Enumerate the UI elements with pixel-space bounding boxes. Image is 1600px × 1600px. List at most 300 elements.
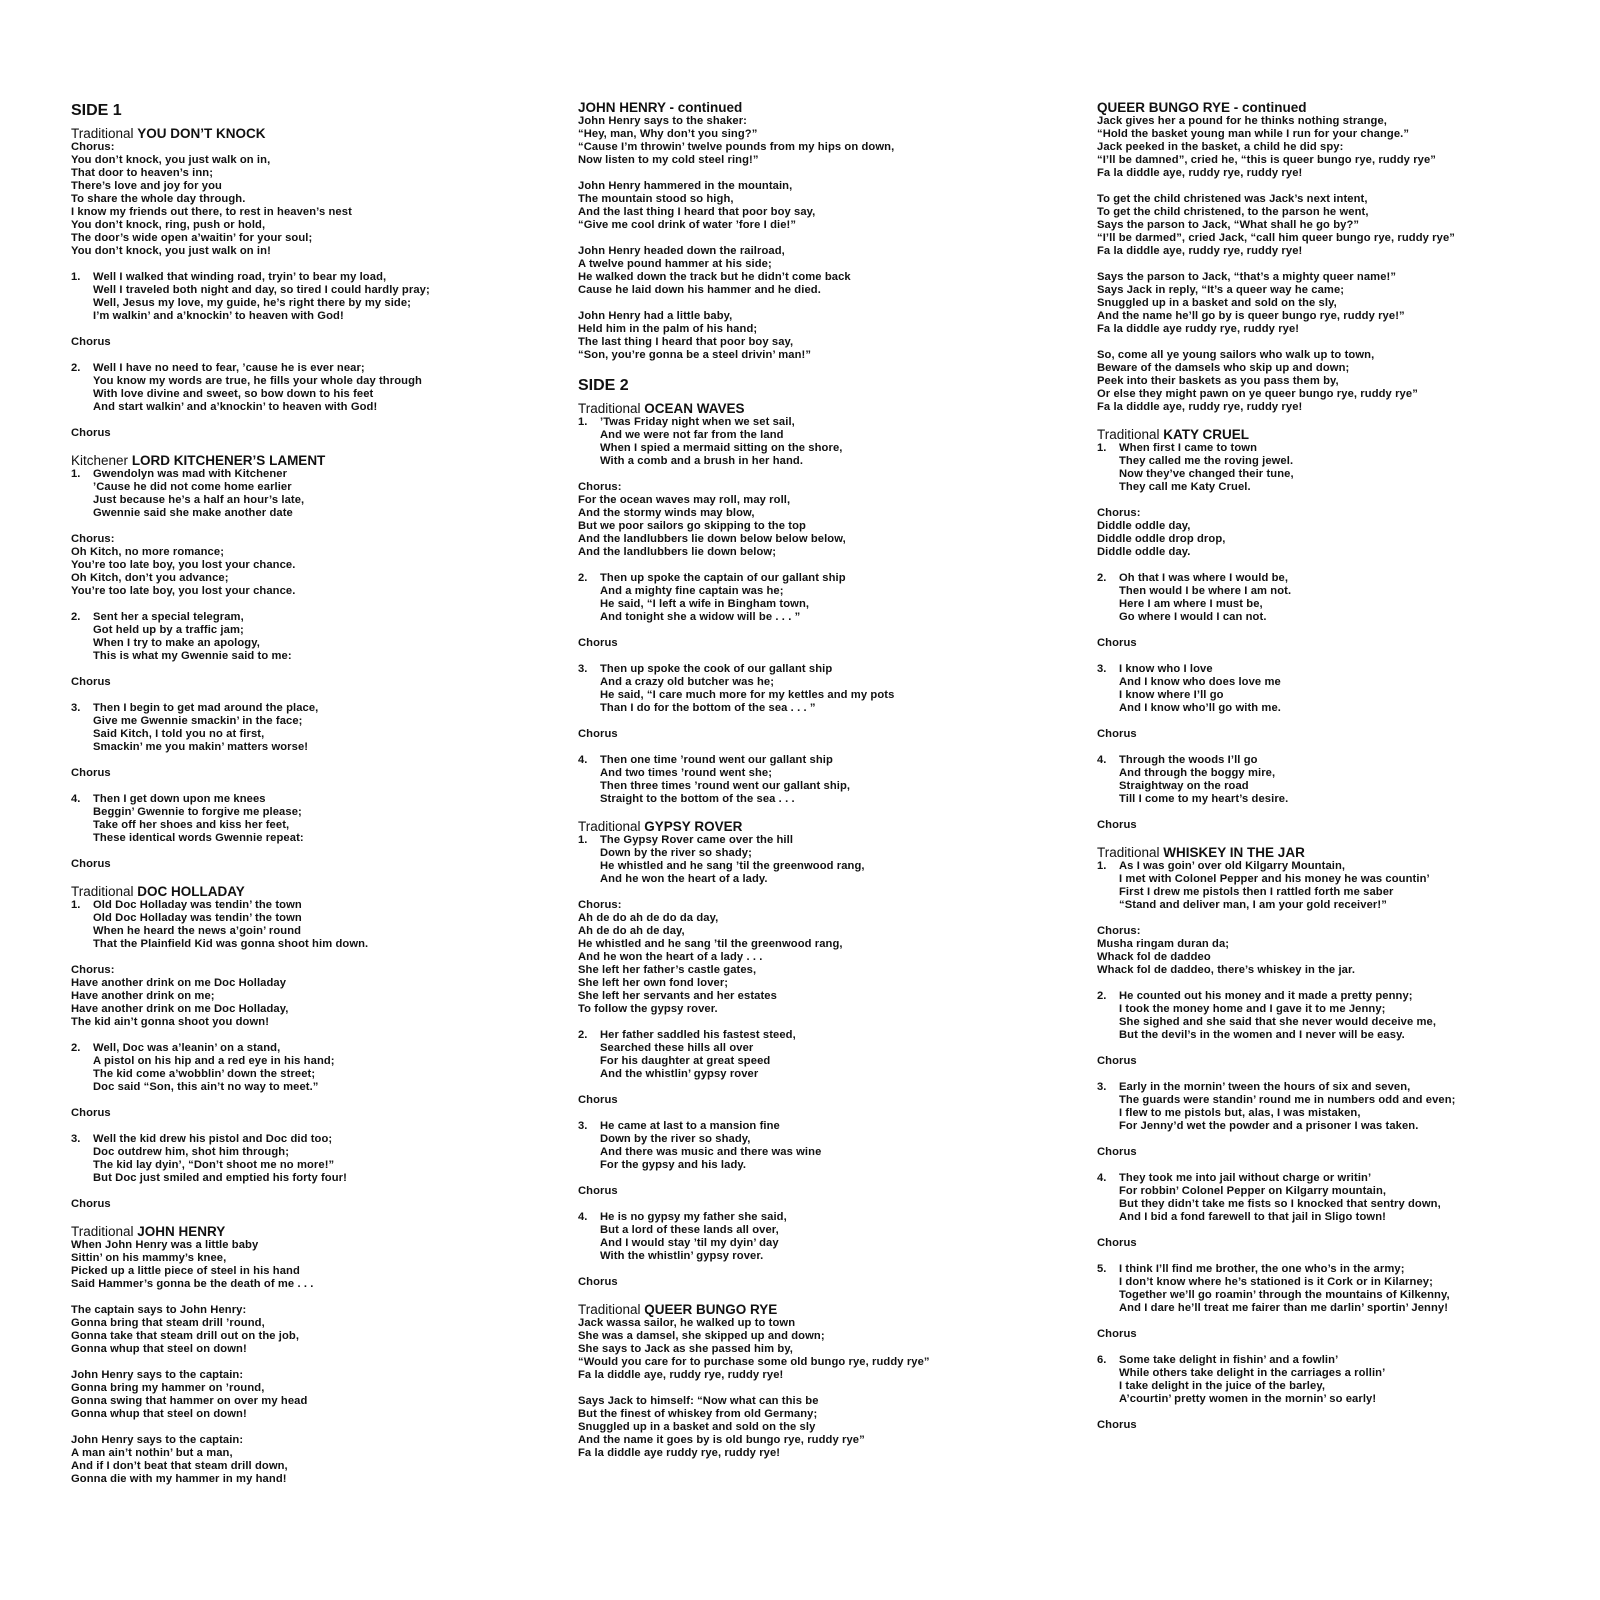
- verse-number: 4.: [1097, 754, 1107, 766]
- verse-lines: [1119, 572, 1567, 624]
- lyric-line: Gonna bring my hammer on ’round,: [71, 1382, 265, 1394]
- verse-number: 4.: [1097, 1172, 1107, 1184]
- verse-lines: [1119, 990, 1567, 1042]
- lyric-line: Chorus:: [71, 964, 115, 976]
- lyric-line: Have another drink on me;: [71, 990, 215, 1002]
- lyric-line: For Jenny’d wet the powder and a prisoner I was taken.: [1119, 1120, 1419, 1132]
- lyric-block: [1097, 193, 1567, 258]
- lyric-line: I know my friends out there, to rest in heaven’s nest: [71, 206, 352, 218]
- lyric-line: And the stormy winds may blow,: [578, 507, 755, 519]
- lyric-line: Then three times ’round went our gallant ship,: [600, 780, 851, 792]
- lyric-line: And the landlubbers lie down below;: [578, 546, 777, 558]
- lyric-line: Chorus:: [578, 899, 622, 911]
- lyric-line: But we poor sailors go skipping to the top: [578, 520, 806, 532]
- verse-number: 1.: [578, 834, 588, 846]
- lyric-line: Gonna die with my hammer in my hand!: [71, 1473, 287, 1485]
- lyric-line: And if I don’t beat that steam drill down,: [71, 1460, 288, 1472]
- lyric-line: Beware of the damsels who skip up and down;: [1097, 362, 1350, 374]
- song-credit: Traditional: [71, 126, 134, 141]
- verse: [1097, 990, 1567, 1042]
- verse-number: 1.: [1097, 860, 1107, 872]
- lyric-line: I take delight in the juice of the barley,: [1119, 1380, 1326, 1392]
- lyric-line: With a comb and a brush in her hand.: [600, 455, 804, 467]
- lyric-line: Well I have no need to fear, ’cause he is ever near;: [93, 362, 365, 374]
- lyric-line: Well I traveled both night and day, so tired I could hardly pray;: [93, 284, 430, 296]
- verse: [578, 416, 1048, 468]
- lyric-line: The kid ain’t gonna shoot you down!: [71, 1016, 270, 1028]
- verse-lines: [1119, 860, 1567, 912]
- lyric-block: [1097, 1328, 1567, 1341]
- song-credit: Traditional: [1097, 845, 1160, 860]
- song-credit: Traditional: [578, 819, 641, 834]
- lyric-line: Oh that I was where I would be,: [1119, 572, 1289, 584]
- lyric-line: Gonna whup that steel on down!: [71, 1343, 247, 1355]
- song-name: KATY CRUEL: [1163, 427, 1250, 442]
- lyric-line: Chorus: [578, 728, 618, 740]
- lyric-line: Says the parson to Jack, “that’s a mighty queer name!”: [1097, 271, 1397, 283]
- lyric-block: [578, 1094, 1048, 1107]
- lyric-line: “I’ll be damned”, cried he, “this is queer bungo rye, ruddy rye”: [1097, 154, 1436, 166]
- lyric-line: Sent her a special telegram,: [93, 611, 244, 623]
- lyric-line: Then would I be where I am not.: [1119, 585, 1292, 597]
- song-section: [1097, 845, 1567, 1432]
- lyric-line: Chorus: [71, 676, 111, 688]
- lyric-block: [578, 245, 1048, 297]
- lyric-block: [578, 637, 1048, 650]
- lyric-line: Chorus:: [71, 533, 115, 545]
- lyric-line: When I spied a mermaid sitting on the shore,: [600, 442, 843, 454]
- lyric-line: I don’t know where he’s stationed is it Cork or in Kilarney;: [1119, 1276, 1433, 1288]
- lyric-line: And a crazy old butcher was he;: [600, 676, 775, 688]
- lyric-line: She left her own fond lover;: [578, 977, 729, 989]
- lyric-line: Gwennie said she make another date: [93, 507, 293, 519]
- lyric-line: Here I am where I must be,: [1119, 598, 1263, 610]
- lyric-block: [1097, 925, 1567, 977]
- lyric-line: Straightway on the road: [1119, 780, 1249, 792]
- lyric-line: And the landlubbers lie down below below below,: [578, 533, 846, 545]
- verse-lines: [93, 793, 541, 845]
- lyric-line: Picked up a little piece of steel in his hand: [71, 1265, 300, 1277]
- verse: [71, 793, 541, 845]
- verse-lines: [93, 702, 541, 754]
- song-section: [578, 1302, 1048, 1460]
- verse: [71, 271, 541, 323]
- verse: [578, 754, 1048, 806]
- verse-lines: [93, 611, 541, 663]
- verse-number: 4.: [578, 754, 588, 766]
- lyric-line: I flew to me pistols but, alas, I was mistaken,: [1119, 1107, 1361, 1119]
- verse: [1097, 1081, 1567, 1133]
- lyric-line: These identical words Gwennie repeat:: [93, 832, 304, 844]
- lyric-line: The Gypsy Rover came over the hill: [600, 834, 794, 846]
- verse: [1097, 754, 1567, 806]
- lyric-line: He whistled and he sang ’til the greenwood rang,: [578, 938, 843, 950]
- lyric-block: [578, 899, 1048, 1016]
- lyric-line: First I drew me pistols then I rattled forth me saber: [1119, 886, 1394, 898]
- lyric-line: John Henry headed down the railroad,: [578, 245, 785, 257]
- verse-number: 2.: [1097, 572, 1107, 584]
- lyric-line: And through the boggy mire,: [1119, 767, 1276, 779]
- song-section: [71, 126, 541, 440]
- lyric-line: You’re too late boy, you lost your chance.: [71, 559, 296, 571]
- verse: [71, 468, 541, 520]
- song-section: [71, 453, 541, 871]
- lyric-line: Then I get down upon me knees: [93, 793, 266, 805]
- lyric-line: He came at last to a mansion fine: [600, 1120, 780, 1132]
- lyric-line: Fa la diddle aye, ruddy rye, ruddy rye!: [1097, 167, 1303, 179]
- lyrics-column-1: [71, 100, 541, 1499]
- lyric-line: And I would stay ’til my dyin’ day: [600, 1237, 779, 1249]
- lyric-line: Doc said “Son, this ain’t no way to meet.”: [93, 1081, 319, 1093]
- lyric-line: To get the child christened was Jack’s next intent,: [1097, 193, 1368, 205]
- lyric-line: But Doc just smiled and emptied his forty four!: [93, 1172, 347, 1184]
- lyric-line: That door to heaven’s inn;: [71, 167, 214, 179]
- lyric-line: Well, Doc was a’leanin’ on a stand,: [93, 1042, 281, 1054]
- song-credit: Traditional: [1097, 427, 1160, 442]
- lyric-line: Whack fol de daddeo, there’s whiskey in the jar.: [1097, 964, 1356, 976]
- lyric-line: Jack wassa sailor, he walked up to town: [578, 1317, 796, 1329]
- song-name: LORD KITCHENER’S LAMENT: [131, 453, 326, 468]
- verse: [1097, 572, 1567, 624]
- lyric-line: Go where I would I can not.: [1119, 611, 1267, 623]
- lyric-line: I know where I’ll go: [1119, 689, 1224, 701]
- lyric-line: John Henry had a little baby,: [578, 310, 733, 322]
- lyric-block: [71, 858, 541, 871]
- lyric-line: I’m walkin’ and a’knockin’ to heaven with God!: [93, 310, 344, 322]
- lyric-block: [1097, 1055, 1567, 1068]
- lyric-line: Then one time ’round went our gallant ship: [600, 754, 833, 766]
- lyric-line: When first I came to town: [1119, 442, 1258, 454]
- lyric-line: Early in the mornin’ tween the hours of six and seven,: [1119, 1081, 1411, 1093]
- lyric-line: Cause he laid down his hammer and he died.: [578, 284, 821, 296]
- lyric-line: You don’t knock, ring, push or hold,: [71, 219, 266, 231]
- lyric-line: Diddle oddle day,: [1097, 520, 1191, 532]
- lyric-line: For the ocean waves may roll, may roll,: [578, 494, 791, 506]
- lyric-line: Says Jack to himself: “Now what can this be: [578, 1395, 819, 1407]
- lyric-block: [578, 1276, 1048, 1289]
- lyric-line: Ah de do ah de do da day,: [578, 912, 719, 924]
- lyric-line: The mountain stood so high,: [578, 193, 734, 205]
- lyric-line: Smackin’ me you makin’ matters worse!: [93, 741, 309, 753]
- lyric-block: [71, 676, 541, 689]
- lyric-block: [71, 141, 541, 258]
- lyric-line: Gonna take that steam drill out on the job,: [71, 1330, 300, 1342]
- lyric-line: For the gypsy and his lady.: [600, 1159, 747, 1171]
- verse-number: 1.: [71, 468, 81, 480]
- lyric-line: They took me into jail without charge or writin’: [1119, 1172, 1372, 1184]
- song-section: [1097, 100, 1567, 414]
- lyric-line: Doc outdrew him, shot him through;: [93, 1146, 290, 1158]
- lyric-line: Chorus: [578, 637, 618, 649]
- lyric-line: Chorus: [1097, 819, 1137, 831]
- lyric-line: Got held up by a traffic jam;: [93, 624, 244, 636]
- lyric-block: [578, 1395, 1048, 1460]
- song-title: [71, 126, 541, 141]
- lyric-block: [578, 115, 1048, 167]
- lyric-line: Said Kitch, I told you no at first,: [93, 728, 265, 740]
- verse-number: 3.: [1097, 663, 1107, 675]
- verse-lines: [600, 754, 1048, 806]
- song-name: JOHN HENRY - continued: [578, 100, 743, 115]
- song-section: [578, 100, 1048, 362]
- song-name: YOU DON’T KNOCK: [137, 126, 266, 141]
- lyric-line: Chorus: [1097, 1055, 1137, 1067]
- lyric-block: [1097, 507, 1567, 559]
- lyric-line: Then up spoke the cook of our gallant ship: [600, 663, 833, 675]
- lyric-line: Straight to the bottom of the sea . . .: [600, 793, 795, 805]
- lyric-line: For robbin’ Colonel Pepper on Kilgarry mountain,: [1119, 1185, 1387, 1197]
- lyric-line: They call me Katy Cruel.: [1119, 481, 1251, 493]
- verse: [578, 1120, 1048, 1172]
- lyric-line: Chorus: [578, 1094, 618, 1106]
- lyric-line: He walked down the track but he didn’t come back: [578, 271, 851, 283]
- lyric-line: Some take delight in fishin’ and a fowlin’: [1119, 1354, 1339, 1366]
- lyric-line: Give me Gwennie smackin’ in the face;: [93, 715, 303, 727]
- lyric-block: [578, 1185, 1048, 1198]
- lyric-line: And I bid a fond farewell to that jail in Sligo town!: [1119, 1211, 1386, 1223]
- lyric-line: Peek into their baskets as you pass them by,: [1097, 375, 1339, 387]
- lyric-line: And he won the heart of a lady . . .: [578, 951, 763, 963]
- lyric-block: [1097, 637, 1567, 650]
- lyric-block: [71, 427, 541, 440]
- lyric-line: Well, Jesus my love, my guide, he’s right there by my side;: [93, 297, 412, 309]
- verse: [578, 572, 1048, 624]
- verse-lines: [93, 1042, 541, 1094]
- verse-lines: [1119, 1081, 1567, 1133]
- verse: [578, 663, 1048, 715]
- lyric-line: With love divine and sweet, so bow down to his feet: [93, 388, 374, 400]
- lyric-block: [71, 1239, 541, 1291]
- song-name: QUEER BUNGO RYE: [644, 1302, 778, 1317]
- song-title: [578, 819, 1048, 834]
- lyric-line: Oh Kitch, no more romance;: [71, 546, 225, 558]
- verse-lines: [93, 271, 541, 323]
- lyric-line: “Hold the basket young man while I run for your change.”: [1097, 128, 1410, 140]
- lyric-line: Chorus: [71, 336, 111, 348]
- lyric-line: Jack gives her a pound for he thinks nothing strange,: [1097, 115, 1388, 127]
- verse-lines: [93, 1133, 541, 1185]
- verse-number: 1.: [1097, 442, 1107, 454]
- song-title: [578, 100, 1048, 115]
- lyric-line: Old Doc Holladay was tendin’ the town: [93, 899, 302, 911]
- lyric-line: You’re too late boy, you lost your chance.: [71, 585, 296, 597]
- lyric-line: Sittin’ on his mammy’s knee,: [71, 1252, 227, 1264]
- lyric-line: A man ain’t nothin’ but a man,: [71, 1447, 233, 1459]
- lyric-line: With the whistlin’ gypsy rover.: [600, 1250, 764, 1262]
- song-title: [71, 453, 541, 468]
- lyric-line: When John Henry was a little baby: [71, 1239, 259, 1251]
- verse: [578, 834, 1048, 886]
- verse-number: 2.: [578, 1029, 588, 1041]
- lyric-line: You know my words are true, he fills your whole day through: [93, 375, 422, 387]
- song-title: [1097, 845, 1567, 860]
- lyric-line: John Henry says to the captain:: [71, 1434, 244, 1446]
- lyric-line: Gonna whup that steel on down!: [71, 1408, 247, 1420]
- lyric-line: And start walkin’ and a’knockin’ to heaven with God!: [93, 401, 378, 413]
- lyric-block: [578, 728, 1048, 741]
- song-credit: Traditional: [578, 401, 641, 416]
- lyric-line: She says to Jack as she passed him by,: [578, 1343, 794, 1355]
- lyric-block: [71, 767, 541, 780]
- lyric-block: [71, 1107, 541, 1120]
- lyric-line: Said Hammer’s gonna be the death of me . . .: [71, 1278, 314, 1290]
- verse: [1097, 1172, 1567, 1224]
- lyric-line: This is what my Gwennie said to me:: [93, 650, 292, 662]
- lyric-line: Searched these hills all over: [600, 1042, 754, 1054]
- lyric-line: The last thing I heard that poor boy say,: [578, 336, 794, 348]
- lyric-line: I took the money home and I gave it to me Jenny;: [1119, 1003, 1386, 1015]
- lyric-line: She left her servants and her estates: [578, 990, 777, 1002]
- lyric-line: Chorus: [71, 1107, 111, 1119]
- song-credit: Traditional: [71, 1224, 134, 1239]
- lyric-line: Chorus: [71, 427, 111, 439]
- song-title: [1097, 427, 1567, 442]
- lyric-line: And we were not far from the land: [600, 429, 784, 441]
- verse-lines: [1119, 442, 1567, 494]
- lyric-block: [1097, 115, 1567, 180]
- verse-number: 3.: [578, 1120, 588, 1132]
- lyric-line: To share the whole day through.: [71, 193, 246, 205]
- lyric-line: Snuggled up in a basket and sold on the sly,: [1097, 297, 1337, 309]
- verse: [71, 611, 541, 663]
- lyric-line: But a lord of these lands all over,: [600, 1224, 779, 1236]
- lyric-line: And I know who’ll go with me.: [1119, 702, 1282, 714]
- song-name: OCEAN WAVES: [644, 401, 745, 416]
- verse-lines: [1119, 754, 1567, 806]
- verse-lines: [1119, 1263, 1567, 1315]
- lyric-line: Fa la diddle aye, ruddy rye, ruddy rye!: [1097, 245, 1303, 257]
- lyric-line: And the name he’ll go by is queer bungo rye, ruddy rye!”: [1097, 310, 1405, 322]
- lyric-line: The kid come a’wobblin’ down the street;: [93, 1068, 316, 1080]
- lyric-line: You don’t knock, you just walk on in!: [71, 245, 271, 257]
- lyric-block: [578, 310, 1048, 362]
- lyric-line: “I’ll be darmed”, cried Jack, “call him queer bungo rye, ruddy rye”: [1097, 232, 1455, 244]
- lyric-line: But they didn’t take me fists so I knocked that sentry down,: [1119, 1198, 1441, 1210]
- lyric-block: [71, 336, 541, 349]
- verse-lines: [93, 468, 541, 520]
- verse: [71, 899, 541, 951]
- lyric-line: Says Jack in reply, “It’s a queer way he came;: [1097, 284, 1345, 296]
- lyric-line: I met with Colonel Pepper and his money he was countin’: [1119, 873, 1430, 885]
- lyric-block: [71, 1369, 541, 1421]
- verse-lines: [1119, 1172, 1567, 1224]
- verse-number: 4.: [71, 793, 81, 805]
- verse-number: 2.: [71, 611, 81, 623]
- lyric-line: Chorus: [71, 858, 111, 870]
- lyrics-column-2: [578, 100, 1048, 1473]
- lyric-line: He counted out his money and it made a pretty penny;: [1119, 990, 1413, 1002]
- lyric-line: And he won the heart of a lady.: [600, 873, 768, 885]
- lyric-line: And I know who does love me: [1119, 676, 1281, 688]
- lyric-line: A twelve pound hammer at his side;: [578, 258, 772, 270]
- verse-number: 2.: [71, 362, 81, 374]
- lyric-line: The door’s wide open a’waitin’ for your soul;: [71, 232, 313, 244]
- lyric-line: Chorus:: [1097, 507, 1141, 519]
- verse-lines: [93, 362, 541, 414]
- lyric-line: Till I come to my heart’s desire.: [1119, 793, 1289, 805]
- lyric-line: Now listen to my cold steel ring!”: [578, 154, 759, 166]
- lyric-line: But the devil’s in the women and I never will be easy.: [1119, 1029, 1405, 1041]
- side-heading: SIDE 2: [578, 377, 629, 394]
- verse: [71, 1042, 541, 1094]
- verse-number: 3.: [71, 702, 81, 714]
- verse: [578, 1029, 1048, 1081]
- song-section: [71, 884, 541, 1211]
- verse: [1097, 860, 1567, 912]
- lyric-block: [71, 1434, 541, 1486]
- lyric-line: Her father saddled his fastest steed,: [600, 1029, 796, 1041]
- song-name: JOHN HENRY: [137, 1224, 226, 1239]
- song-section: [578, 401, 1048, 806]
- lyric-block: [71, 533, 541, 598]
- song-name: DOC HOLLADAY: [137, 884, 245, 899]
- lyric-line: Beggin’ Gwennie to forgive me please;: [93, 806, 302, 818]
- lyric-line: Fa la diddle aye ruddy rye, ruddy rye!: [578, 1447, 781, 1459]
- verse: [1097, 1263, 1567, 1315]
- lyric-block: [578, 1317, 1048, 1382]
- lyric-line: Diddle oddle day.: [1097, 546, 1191, 558]
- verse-number: 2.: [71, 1042, 81, 1054]
- lyric-line: Together we’ll go roamin’ through the mountains of Kilkenny,: [1119, 1289, 1450, 1301]
- lyric-line: Through the woods I’ll go: [1119, 754, 1258, 766]
- lyric-line: Then I begin to get mad around the place,: [93, 702, 319, 714]
- verse-lines: [600, 416, 1048, 468]
- song-credit: Traditional: [578, 1302, 641, 1317]
- lyric-line: Says the parson to Jack, “What shall he go by?”: [1097, 219, 1360, 231]
- verse-number: 2.: [1097, 990, 1107, 1002]
- lyric-line: And there was music and there was wine: [600, 1146, 822, 1158]
- lyric-line: Fa la diddle aye, ruddy rye, ruddy rye!: [578, 1369, 784, 1381]
- verse: [1097, 1354, 1567, 1406]
- lyric-line: Chorus: [71, 1198, 111, 1210]
- lyric-line: I know who I love: [1119, 663, 1213, 675]
- lyric-line: Gonna swing that hammer on over my head: [71, 1395, 308, 1407]
- verse-number: 4.: [578, 1211, 588, 1223]
- lyric-line: Musha ringam duran da;: [1097, 938, 1230, 950]
- lyric-line: “Hey, man, Why don’t you sing?”: [578, 128, 758, 140]
- lyric-line: A pistol on his hip and a red eye in his hand;: [93, 1055, 335, 1067]
- verse-number: 3.: [578, 663, 588, 675]
- lyric-line: ’Cause he did not come home earlier: [93, 481, 292, 493]
- lyric-block: [1097, 349, 1567, 414]
- lyric-line: Whack fol de daddeo: [1097, 951, 1211, 963]
- lyric-line: Jack peeked in the basket, a child he did spy:: [1097, 141, 1344, 153]
- lyric-line: Chorus:: [578, 481, 622, 493]
- lyric-line: Oh Kitch, don’t you advance;: [71, 572, 229, 584]
- lyric-line: When he heard the news a’goin’ round: [93, 925, 302, 937]
- lyric-line: Or else they might pawn on ye queer bungo rye, ruddy rye”: [1097, 388, 1418, 400]
- lyric-line: Chorus:: [1097, 925, 1141, 937]
- song-title: [1097, 100, 1567, 115]
- verse: [71, 1133, 541, 1185]
- lyrics-column-3: [1097, 100, 1567, 1445]
- lyric-block: [1097, 1146, 1567, 1159]
- verse-number: 3.: [1097, 1081, 1107, 1093]
- lyric-line: Down by the river so shady;: [600, 847, 752, 859]
- lyric-line: Chorus: [1097, 1237, 1137, 1249]
- lyric-line: She left her father’s castle gates,: [578, 964, 757, 976]
- lyric-line: ’Twas Friday night when we set sail,: [600, 416, 795, 428]
- lyric-line: Diddle oddle drop drop,: [1097, 533, 1226, 545]
- lyric-line: I think I’ll find me brother, the one who’s in the army;: [1119, 1263, 1405, 1275]
- song-name: WHISKEY IN THE JAR: [1163, 845, 1305, 860]
- lyric-line: Now they’ve changed their tune,: [1119, 468, 1294, 480]
- lyric-line: And a mighty fine captain was he;: [600, 585, 784, 597]
- lyric-line: The guards were standin’ round me in numbers odd and even;: [1119, 1094, 1456, 1106]
- lyric-line: John Henry says to the shaker:: [578, 115, 748, 127]
- lyric-block: [1097, 819, 1567, 832]
- lyric-line: John Henry hammered in the mountain,: [578, 180, 793, 192]
